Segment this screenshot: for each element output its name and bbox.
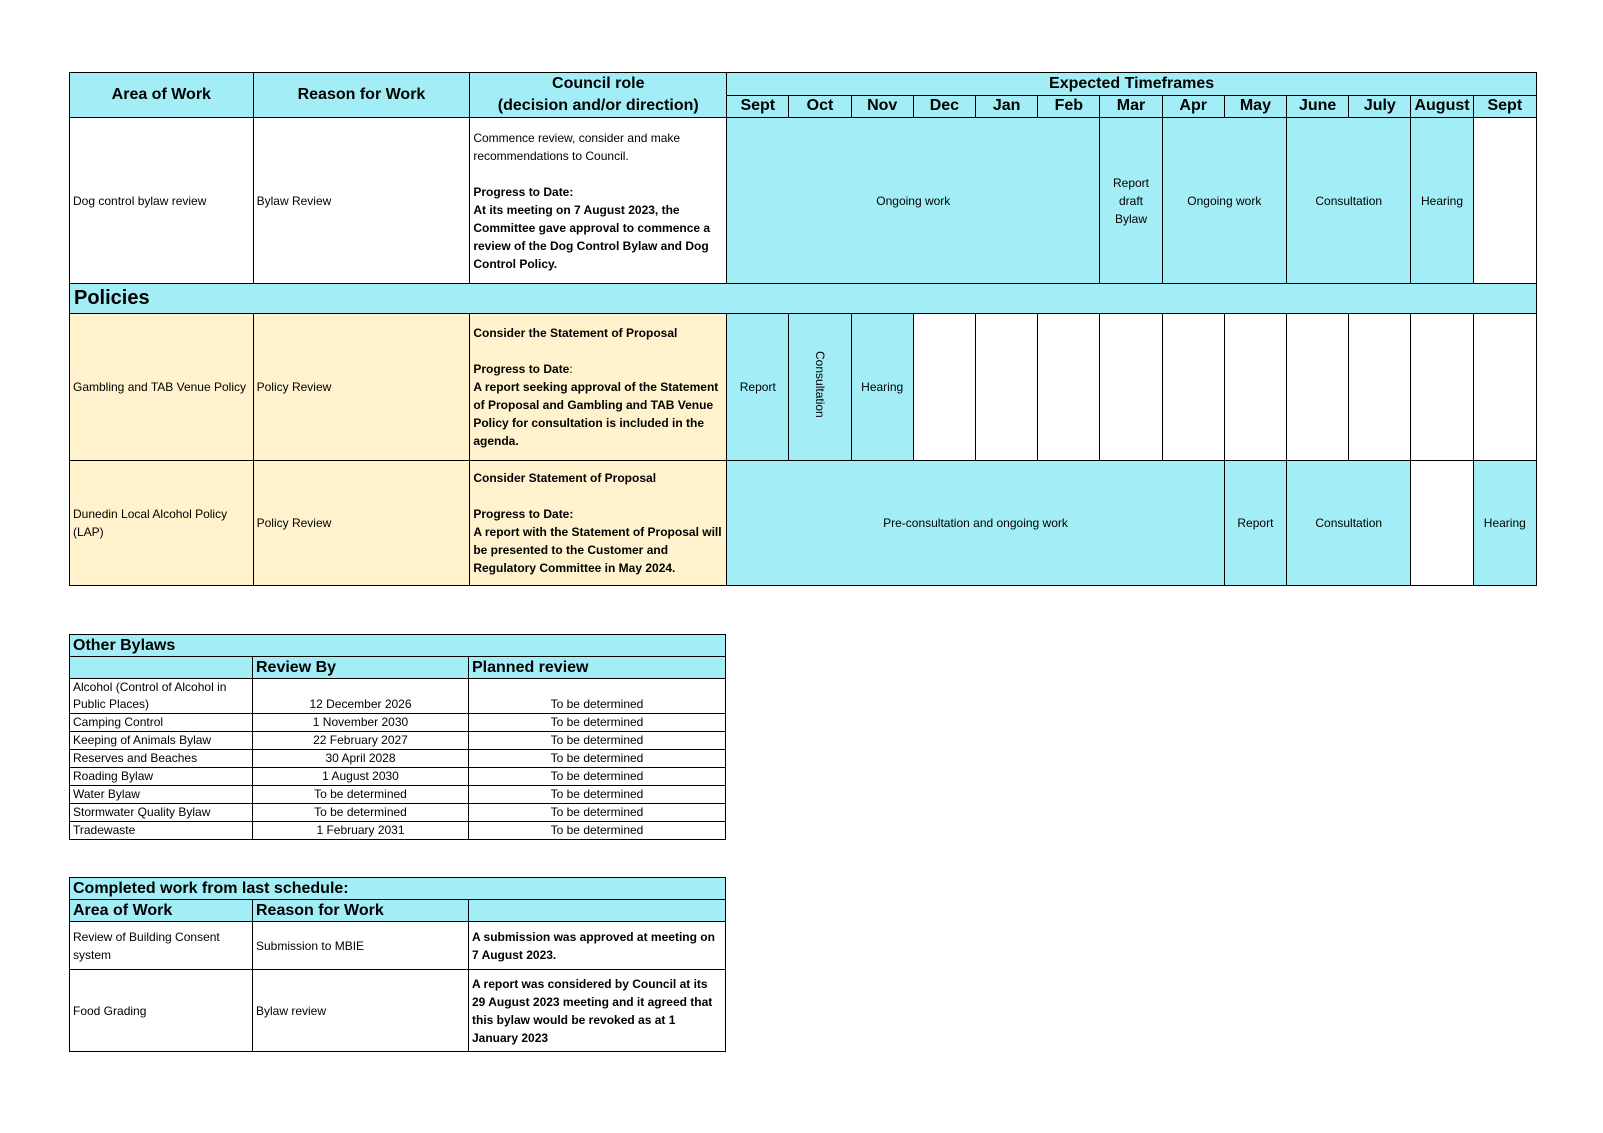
header-reason-for-work: Reason for Work bbox=[253, 73, 470, 118]
bylaw-planned-review: To be determined bbox=[469, 750, 726, 768]
month-header: Nov bbox=[851, 95, 913, 118]
month-header: Jan bbox=[976, 95, 1038, 118]
month-header: Sept bbox=[1473, 95, 1536, 118]
timeframe-hearing: Hearing bbox=[1411, 118, 1473, 284]
bylaw-review-by: 1 November 2030 bbox=[253, 714, 469, 732]
timeframe-hearing: Hearing bbox=[1473, 461, 1536, 586]
completed-reason: Bylaw review bbox=[253, 970, 469, 1052]
bylaw-planned-review: To be determined bbox=[469, 732, 726, 750]
timeframe-ongoing-work: Ongoing work bbox=[727, 118, 1100, 284]
progress-label: Progress to Date: bbox=[473, 507, 574, 521]
other-bylaws-title: Other Bylaws bbox=[70, 635, 726, 657]
header-empty bbox=[70, 657, 253, 679]
reason-cell: Policy Review bbox=[253, 314, 470, 461]
list-item bbox=[70, 822, 726, 840]
area-cell: Gambling and TAB Venue Policy bbox=[70, 314, 254, 461]
table-row bbox=[70, 922, 726, 970]
section-row bbox=[70, 284, 1537, 314]
role-intro: Commence review, consider and make recommendations to Council. bbox=[473, 130, 681, 163]
header-council-role-line2: (decision and/or direction) bbox=[497, 97, 699, 114]
header-expected-timeframes: Expected Timeframes bbox=[727, 73, 1537, 96]
bylaw-planned-review: To be determined bbox=[469, 679, 726, 714]
timeframe-pre-consultation: Pre-consultation and ongoing work bbox=[727, 461, 1225, 586]
timeframe-empty bbox=[1287, 314, 1349, 461]
timeframe-empty bbox=[1038, 314, 1100, 461]
header-planned-review: Planned review bbox=[469, 657, 726, 679]
bylaw-planned-review: To be determined bbox=[469, 822, 726, 840]
bylaw-review-by: 1 August 2030 bbox=[253, 768, 469, 786]
progress-label: Progress to Date: bbox=[473, 184, 574, 199]
timeframe-consultation-cell bbox=[789, 314, 851, 461]
bylaw-review-by: 30 April 2028 bbox=[253, 750, 469, 768]
table-row bbox=[70, 461, 1537, 586]
month-header: July bbox=[1349, 95, 1411, 118]
list-item bbox=[70, 786, 726, 804]
header-council-role-line1: Council role bbox=[552, 75, 645, 92]
progress-text: A report seeking approval of the Statement of Proposal and Gambling and TAB Venue Policy for consultation is included in the agenda. bbox=[473, 380, 719, 448]
bylaw-name: Keeping of Animals Bylaw bbox=[70, 732, 253, 750]
bylaw-name: Camping Control bbox=[70, 714, 253, 732]
timeframe-empty bbox=[1100, 314, 1162, 461]
bylaw-name: Roading Bylaw bbox=[70, 768, 253, 786]
month-header: Sept bbox=[727, 95, 789, 118]
work-schedule-table bbox=[69, 72, 1537, 586]
header-reason-for-work: Reason for Work bbox=[253, 900, 469, 922]
list-item bbox=[70, 679, 726, 714]
role-cell bbox=[470, 118, 727, 284]
bylaw-review-by: To be determined bbox=[253, 804, 469, 822]
table-row bbox=[70, 314, 1537, 461]
list-item bbox=[70, 714, 726, 732]
month-header: Feb bbox=[1038, 95, 1100, 118]
bylaw-planned-review: To be determined bbox=[469, 786, 726, 804]
timeframe-consultation: Consultation bbox=[812, 351, 827, 418]
section-title-policies: Policies bbox=[70, 284, 1537, 314]
list-item bbox=[70, 732, 726, 750]
timeframe-empty bbox=[1411, 461, 1473, 586]
month-header: June bbox=[1287, 95, 1349, 118]
timeframe-empty bbox=[1224, 314, 1286, 461]
timeframe-empty bbox=[1473, 118, 1536, 284]
role-intro: Consider Statement of Proposal bbox=[473, 471, 657, 485]
list-item bbox=[70, 804, 726, 822]
header-empty bbox=[469, 900, 726, 922]
timeframe-empty bbox=[1162, 314, 1224, 461]
bylaw-name: Alcohol (Control of Alcohol in Public Places) bbox=[70, 679, 253, 714]
progress-colon: : bbox=[569, 362, 573, 376]
bylaw-name: Water Bylaw bbox=[70, 786, 253, 804]
bylaw-planned-review: To be determined bbox=[469, 804, 726, 822]
timeframe-hearing: Hearing bbox=[851, 314, 913, 461]
timeframe-empty bbox=[1473, 314, 1536, 461]
timeframe-ongoing-work: Ongoing work bbox=[1162, 118, 1286, 284]
table-row bbox=[70, 970, 726, 1052]
other-bylaws-table bbox=[69, 634, 726, 840]
completed-area: Review of Building Consent system bbox=[70, 922, 253, 970]
month-header: Apr bbox=[1162, 95, 1224, 118]
area-cell: Dog control bylaw review bbox=[70, 118, 254, 284]
header-review-by: Review By bbox=[253, 657, 469, 679]
progress-label: Progress to Date bbox=[473, 362, 570, 376]
list-item bbox=[70, 750, 726, 768]
reason-cell: Policy Review bbox=[253, 461, 470, 586]
bylaw-review-by: 12 December 2026 bbox=[253, 679, 469, 714]
reason-cell: Bylaw Review bbox=[253, 118, 470, 284]
completed-note: A report was considered by Council at its 29 August 2023 meeting and it agreed that this bylaw would be revoked as at 1 January 2023 bbox=[469, 970, 726, 1052]
month-header: August bbox=[1411, 95, 1473, 118]
area-cell: Dunedin Local Alcohol Policy (LAP) bbox=[70, 461, 254, 586]
month-header: Mar bbox=[1100, 95, 1162, 118]
month-header: Oct bbox=[789, 95, 851, 118]
bylaw-review-by: 22 February 2027 bbox=[253, 732, 469, 750]
header-area-of-work: Area of Work bbox=[70, 73, 254, 118]
month-header: Dec bbox=[913, 95, 975, 118]
timeframe-empty bbox=[1411, 314, 1473, 461]
bylaw-name: Tradewaste bbox=[70, 822, 253, 840]
timeframe-empty bbox=[1349, 314, 1411, 461]
role-intro: Consider the Statement of Proposal bbox=[473, 326, 678, 340]
bylaw-name: Stormwater Quality Bylaw bbox=[70, 804, 253, 822]
completed-reason: Submission to MBIE bbox=[253, 922, 469, 970]
month-header: May bbox=[1224, 95, 1286, 118]
timeframe-consultation: Consultation bbox=[1287, 118, 1411, 284]
timeframe-empty bbox=[913, 314, 975, 461]
progress-text: At its meeting on 7 August 2023, the Committee gave approval to commence a review of the Dog Control Bylaw and Dog Control Policy. bbox=[473, 202, 711, 271]
list-item bbox=[70, 768, 726, 786]
completed-work-table bbox=[69, 877, 726, 1052]
timeframe-report: Report bbox=[1224, 461, 1286, 586]
timeframe-empty bbox=[976, 314, 1038, 461]
timeframe-report: Report bbox=[727, 314, 789, 461]
table-row bbox=[70, 118, 1537, 284]
header-area-of-work: Area of Work bbox=[70, 900, 253, 922]
bylaw-review-by: 1 February 2031 bbox=[253, 822, 469, 840]
role-cell bbox=[470, 461, 727, 586]
progress-text: A report with the Statement of Proposal will be presented to the Customer and Regulatory Committee in May 2024. bbox=[473, 525, 722, 575]
bylaw-planned-review: To be determined bbox=[469, 714, 726, 732]
completed-note: A submission was approved at meeting on 7 August 2023. bbox=[469, 922, 726, 970]
timeframe-report-draft-bylaw: Report draft Bylaw bbox=[1100, 118, 1162, 284]
bylaw-planned-review: To be determined bbox=[469, 768, 726, 786]
header-council-role bbox=[470, 73, 727, 118]
bylaw-review-by: To be determined bbox=[253, 786, 469, 804]
role-cell bbox=[470, 314, 727, 461]
completed-work-title: Completed work from last schedule: bbox=[70, 878, 726, 900]
bylaw-name: Reserves and Beaches bbox=[70, 750, 253, 768]
completed-area: Food Grading bbox=[70, 970, 253, 1052]
timeframe-consultation: Consultation bbox=[1287, 461, 1411, 586]
